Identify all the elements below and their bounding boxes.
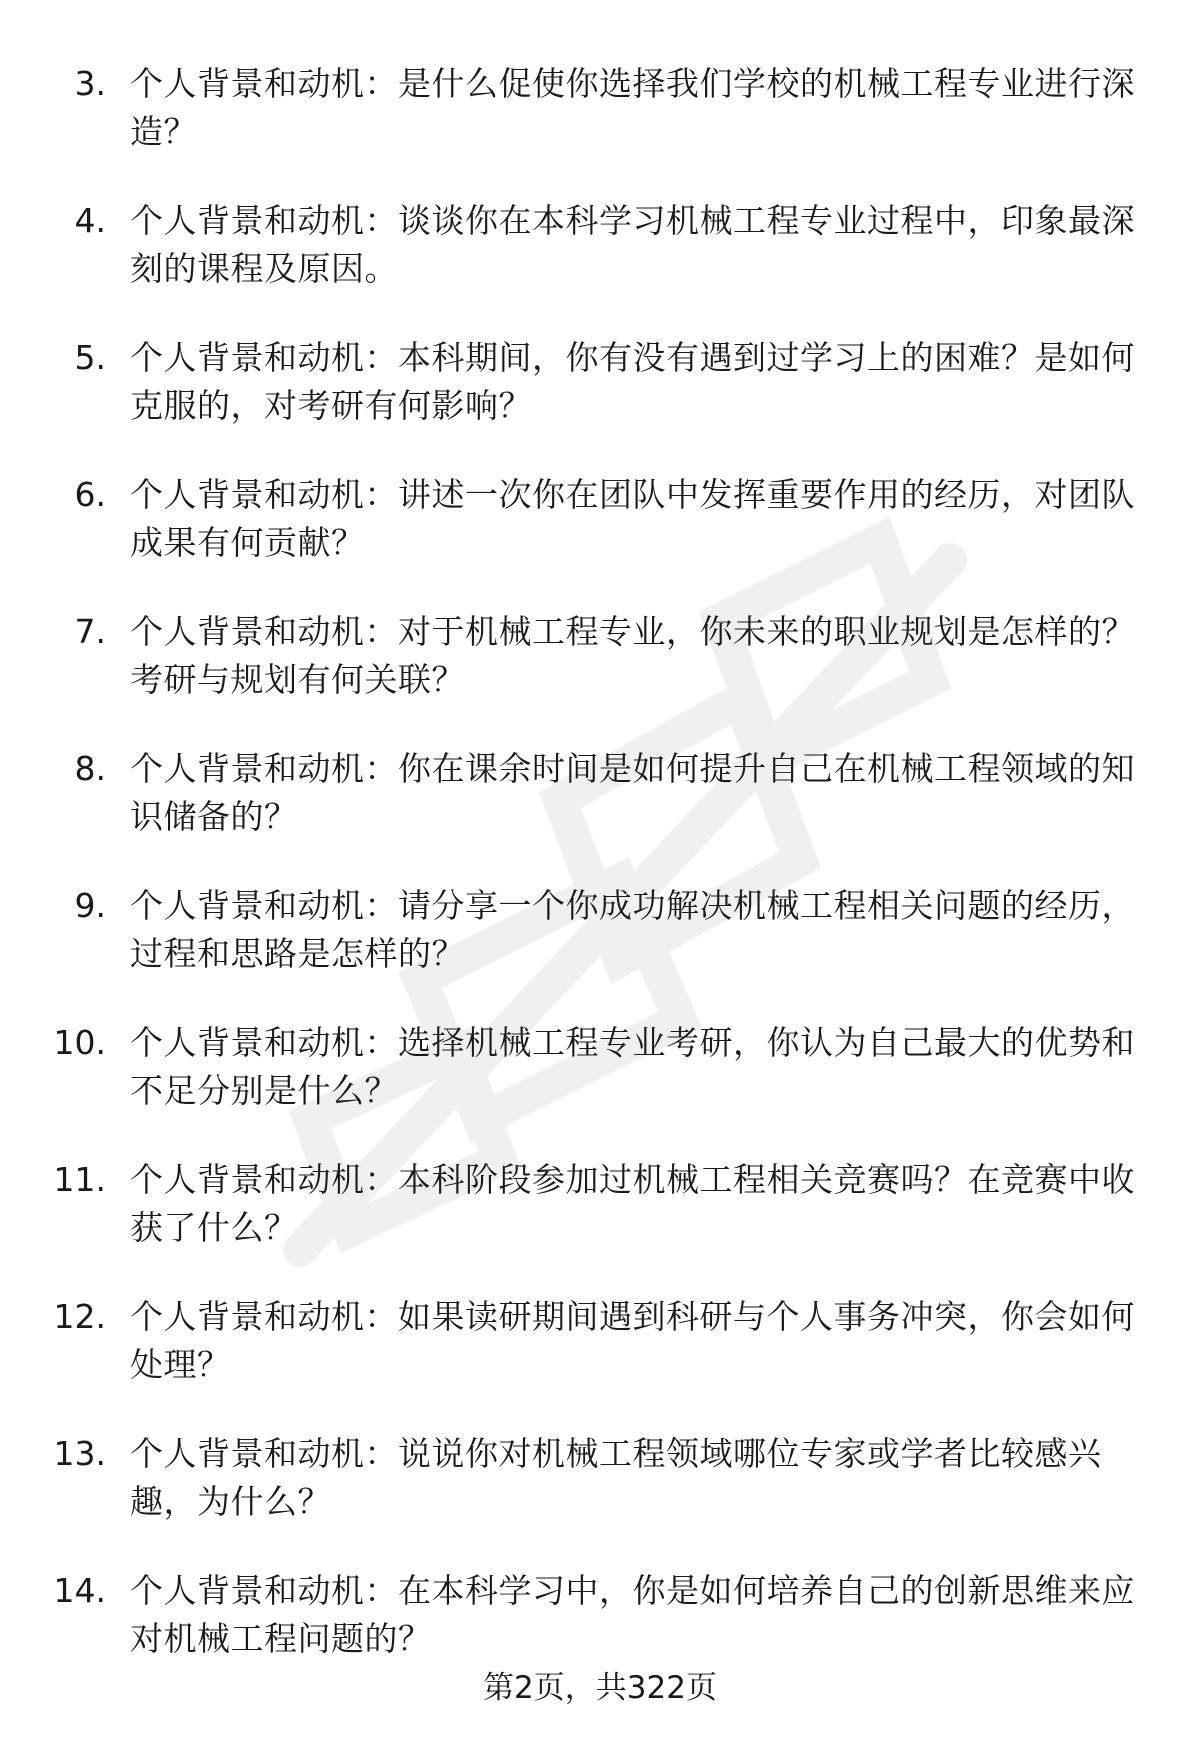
question-number: 10. [53, 1023, 106, 1062]
question-text: 个人背景和动机：说说你对机械工程领域哪位专家或学者比较感兴趣，为什么？ [130, 1434, 1102, 1521]
question-text: 个人背景和动机：选择机械工程专业考研，你认为自己最大的优势和不足分别是什么？ [130, 1023, 1135, 1110]
list-item [40, 1156, 1150, 1252]
question-number: 14. [53, 1571, 106, 1610]
question-text: 个人背景和动机：你在课余时间是如何提升自己在机械工程领域的知识储备的？ [130, 749, 1135, 836]
question-number: 9. [74, 886, 106, 925]
page-number: 第2页，共322页 [483, 1670, 717, 1706]
question-list [40, 60, 1150, 1704]
list-item [40, 1567, 1150, 1663]
list-item [40, 745, 1150, 841]
list-item [40, 60, 1150, 156]
list-item [40, 197, 1150, 293]
question-text: 个人背景和动机：本科期间，你有没有遇到过学习上的困难？是如何克服的，对考研有何影响？ [130, 338, 1135, 425]
question-number: 6. [74, 475, 106, 514]
list-item [40, 1293, 1150, 1389]
list-item [40, 1019, 1150, 1115]
question-text: 个人背景和动机：是什么促使你选择我们学校的机械工程专业进行深造？ [130, 64, 1135, 151]
list-item [40, 1430, 1150, 1526]
question-number: 12. [53, 1297, 106, 1336]
question-text: 个人背景和动机：在本科学习中，你是如何培养自己的创新思维来应对机械工程问题的？ [130, 1571, 1135, 1658]
question-text: 个人背景和动机：本科阶段参加过机械工程相关竞赛吗？在竞赛中收获了什么？ [130, 1160, 1135, 1247]
question-text: 个人背景和动机：谈谈你在本科学习机械工程专业过程中，印象最深刻的课程及原因。 [130, 201, 1135, 288]
list-item [40, 882, 1150, 978]
list-item [40, 334, 1150, 430]
question-text: 个人背景和动机：请分享一个你成功解决机械工程相关问题的经历，过程和思路是怎样的？ [130, 886, 1135, 973]
question-text: 个人背景和动机：对于机械工程专业，你未来的职业规划是怎样的？考研与规划有何关联？ [130, 612, 1135, 699]
list-item [40, 608, 1150, 704]
question-number: 5. [74, 338, 106, 377]
list-item [40, 471, 1150, 567]
question-text: 个人背景和动机：如果读研期间遇到科研与个人事务冲突，你会如何处理？ [130, 1297, 1135, 1384]
question-number: 7. [74, 612, 106, 651]
question-number: 3. [74, 64, 106, 103]
question-number: 11. [53, 1160, 106, 1199]
question-number: 4. [74, 201, 106, 240]
question-number: 8. [74, 749, 106, 788]
question-number: 13. [53, 1434, 106, 1473]
question-text: 个人背景和动机：讲述一次你在团队中发挥重要作用的经历，对团队成果有何贡献？ [130, 475, 1135, 562]
